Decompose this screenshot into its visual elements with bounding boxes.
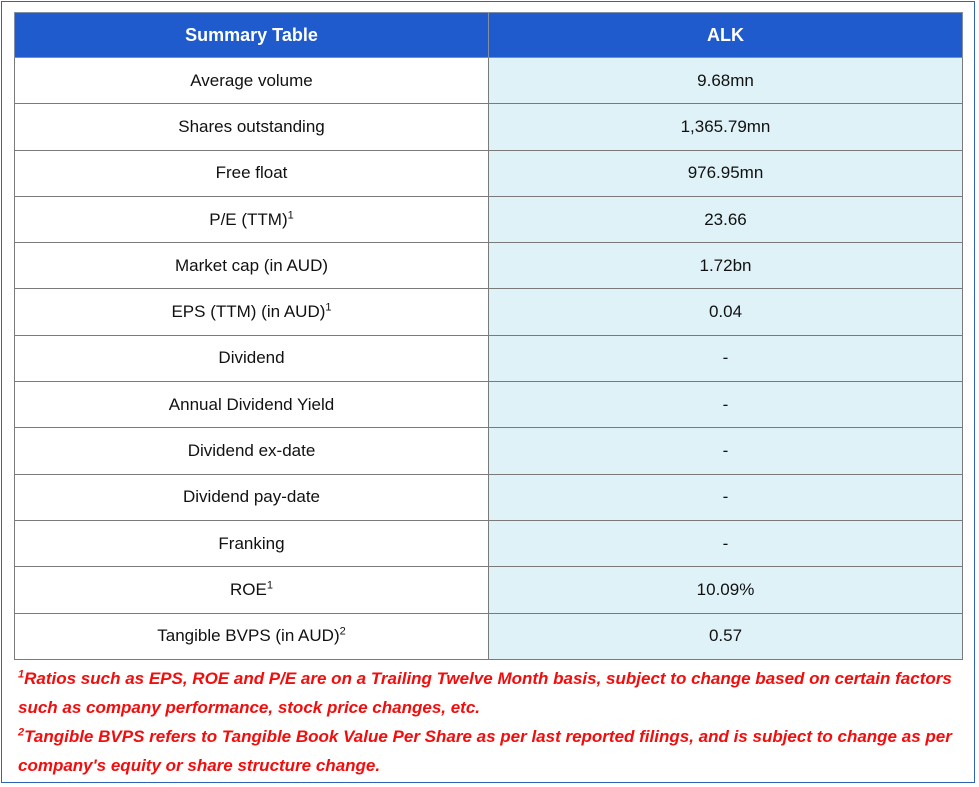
row-label: Market cap (in AUD) <box>174 255 329 275</box>
table-row <box>15 520 963 566</box>
row-label: Dividend <box>218 348 285 368</box>
row-label-cell <box>15 428 489 474</box>
row-value-cell: 23.66 <box>489 196 963 242</box>
row-label: ROE <box>230 579 267 599</box>
row-label-cell <box>15 520 489 566</box>
row-value-cell: - <box>489 428 963 474</box>
row-label: Tangible BVPS (in AUD) <box>157 626 340 646</box>
row-label-cell <box>15 335 489 381</box>
table-row <box>15 567 963 613</box>
row-label-cell <box>15 567 489 613</box>
row-label: P/E (TTM) <box>209 209 288 229</box>
row-value-cell: - <box>489 474 963 520</box>
footnote-marker: 2 <box>18 726 25 739</box>
table-row <box>15 613 963 659</box>
row-label: Average volume <box>190 70 313 90</box>
row-value-cell: 10.09% <box>489 567 963 613</box>
table-body <box>15 58 963 660</box>
row-label: Annual Dividend Yield <box>168 394 335 414</box>
row-value-cell: 1,365.79mn <box>489 104 963 150</box>
row-label: Shares outstanding <box>178 116 325 136</box>
footnotes <box>18 664 963 780</box>
row-label-cell <box>15 243 489 289</box>
row-value-cell: 1.72bn <box>489 243 963 289</box>
header-ticker-cell: ALK <box>489 13 963 58</box>
row-label: Franking <box>218 533 285 553</box>
table-row <box>15 104 963 150</box>
header-label-cell: Summary Table <box>15 13 489 58</box>
table-row <box>15 474 963 520</box>
row-label-cell <box>15 196 489 242</box>
row-value-cell: - <box>489 335 963 381</box>
footnote-2 <box>18 722 963 780</box>
row-value-cell: 9.68mn <box>489 58 963 104</box>
summary-table <box>14 12 963 660</box>
table-row <box>15 150 963 196</box>
row-label: Dividend pay-date <box>182 487 321 507</box>
row-footnote-marker: 2 <box>339 625 346 638</box>
row-footnote-marker: 1 <box>287 208 294 221</box>
summary-frame <box>1 1 975 783</box>
row-value-cell: 976.95mn <box>489 150 963 196</box>
row-label: Free float <box>215 163 288 183</box>
row-label-cell <box>15 382 489 428</box>
row-label: EPS (TTM) (in AUD) <box>171 302 326 322</box>
row-label-cell <box>15 289 489 335</box>
footnote-text: Tangible BVPS refers to Tangible Book Value Per Share as per last reported filings, and is subject to change as per company's equity or share structure change. <box>18 727 952 775</box>
row-value-cell: 0.04 <box>489 289 963 335</box>
row-label: Dividend ex-date <box>187 441 316 461</box>
row-footnote-marker: 1 <box>325 301 332 314</box>
table-row <box>15 196 963 242</box>
table-row <box>15 243 963 289</box>
row-label-cell <box>15 104 489 150</box>
row-value-cell: - <box>489 520 963 566</box>
footnote-text: Ratios such as EPS, ROE and P/E are on a Trailing Twelve Month basis, subject to change based on certain factors such as company performance, stock price changes, etc. <box>18 669 952 717</box>
row-label-cell <box>15 150 489 196</box>
row-value-cell: - <box>489 382 963 428</box>
table-row <box>15 289 963 335</box>
footnote-marker: 1 <box>18 668 25 681</box>
footnote-1 <box>18 664 963 722</box>
table-row <box>15 58 963 104</box>
table-row <box>15 382 963 428</box>
row-label-cell <box>15 613 489 659</box>
row-label-cell <box>15 474 489 520</box>
table-row <box>15 428 963 474</box>
table-row <box>15 335 963 381</box>
row-label-cell <box>15 58 489 104</box>
row-footnote-marker: 1 <box>266 579 273 592</box>
row-value-cell: 0.57 <box>489 613 963 659</box>
table-header-row <box>15 13 963 58</box>
